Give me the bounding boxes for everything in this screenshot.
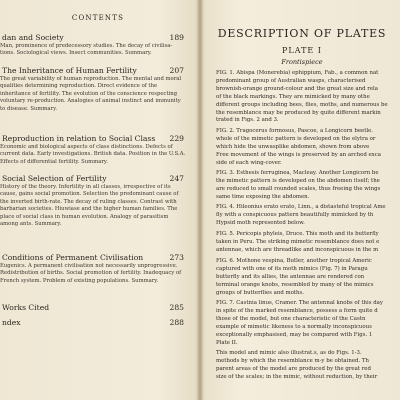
toc-title: Works Cited — [2, 303, 50, 312]
text-line: FIG. 7. Castnia linus, Cramer. The antennal knobs of this day — [216, 300, 383, 306]
text-line: FIG. 2. Tragocerus formosus, Pascoe, a Longicorn beetle. — [216, 128, 373, 134]
contents-page — [0, 0, 196, 400]
text-line: whole of the mimetic pattern is developed on the elytra or — [216, 135, 376, 142]
toc-page-number: 247 — [169, 174, 184, 183]
toc-title: Social Selection of Fertility — [2, 174, 107, 183]
text-line: groups of butterflies and moths. — [216, 289, 304, 296]
text-line: brownish-orange ground-colour and the great size and rela — [216, 85, 378, 92]
toc-summary: Eugenics. A permanent civilisation not necessarily unprogressive. Redistribution of births. Social promotion of fertility. Inadequacy of French system. Problem of existing populations. Summary. — [0, 263, 182, 284]
toc-summary: The great variability of human reproduction. The mental and moral qualities determining reproduction. Direct evidence of the inheritance of fertility. The evolution of the conscience respecting voluntary re-production. Analogies of animal instinct and immunity to disease. Summary. — [0, 76, 182, 112]
text-line: are reduced to small rounded scales, thus freeing the wings — [216, 185, 381, 192]
text-line: This model and mimic also illustrat.s, as do Figs. 1-3. — [216, 350, 362, 356]
text-line: FIG. 3. Esthesis ferruginea, Macleay. Another Longicorn be — [216, 170, 379, 176]
toc-summary: History of the theory. Infertility in all classes, irrespective of its cause, gains social promotion. Selection the predominant cause of the inverted birth-rate. The decay of ruling classes. Contrast with barbarian societies. Hiuwiase and the higher human families. The place of social class in human evolution. Analogy of parasitism among ants. Summary. — [0, 184, 179, 228]
toc-page-number: 285 — [169, 303, 184, 312]
toc-title: Reproduction in relation to Social Class — [2, 134, 156, 143]
text-line: trated in Figs. 2 and 3. — [216, 117, 279, 124]
figure-description — [216, 70, 400, 125]
text-line: the mimetic pattern is developed on the abdomen itself; the — [216, 177, 380, 184]
toc-page-number: 229 — [169, 134, 184, 143]
figure-description — [216, 350, 400, 382]
text-line: fly with a conspicuous pattern beautifully mimicked by th — [216, 211, 374, 218]
text-line: antennae, which are threadlike and inconspicuous in the m — [216, 246, 379, 253]
text-line: FIG. 5. Pericopis phyleis, Druce. This moth and its butterfly — [216, 231, 379, 237]
text-line: taken in Peru. The striking mimetic resemblance does not e — [216, 238, 380, 245]
contents-running-head: CONTENTS — [71, 14, 125, 22]
text-line: Hypsid moth represented below. — [216, 219, 305, 226]
toc-title: dan and Society — [2, 33, 64, 42]
text-line: in spite of the marked resemblance, possess a form quite d — [216, 307, 378, 314]
plate-label: PLATE I — [282, 46, 322, 55]
figure-description — [216, 170, 400, 202]
text-line: those of the model, but one characteristic of the Castn — [216, 315, 366, 322]
text-line: FIG. 6. Mothone vespina, Butler, another tropical Americ — [216, 258, 372, 264]
toc-page-number: 207 — [169, 66, 184, 75]
text-line: size of the scales; in the mimic, without reduction, by their — [216, 373, 378, 380]
toc-title: ndex — [2, 318, 21, 327]
figure-description — [216, 258, 400, 298]
text-line: which hide the unwasplike abdomen, shown from above — [216, 143, 370, 150]
text-line: FIG. 4. Hileonius erato erato, Linn., a distasteful tropical Ame — [216, 204, 386, 210]
toc-title: Conditions of Permanent Civilisation — [2, 253, 144, 262]
text-line: methods by which the resemblance m-y be obtained. Th — [216, 357, 369, 364]
figure-description — [216, 204, 400, 228]
figure-description — [216, 231, 400, 255]
plates-page — [204, 0, 400, 400]
book-gutter — [196, 0, 204, 400]
figure-description — [216, 300, 400, 347]
text-line: of the black markings. They are mimicked by many othe — [216, 93, 370, 100]
toc-summary: Economic and biological aspects of class distinctions. Defects of current data. Early investigations. British data. Position in the U.S.A. Effects of differential fertility. Summary. — [0, 144, 186, 165]
text-line: Free movement of the wings is preserved by an arched exca — [216, 151, 381, 158]
text-line: butterfly and its allies, the antennae are rendered con — [216, 273, 365, 280]
text-line: side of each wing-cover. — [216, 159, 282, 166]
text-line: parent areas of the model are produced by the great red — [216, 365, 371, 372]
plates-heading: DESCRIPTION OF PLATES — [217, 27, 387, 40]
text-line: Plate II. — [216, 339, 238, 346]
text-line: same time exposing the abdomen. — [216, 193, 310, 200]
text-line: FIG. 1. Abispa (Monerebia) ephippium, Fab., a common nat — [216, 70, 379, 76]
toc-title: The Inheritance of Human Fertility — [2, 66, 137, 75]
text-line: terminal orange knobs, resembled by many of the mimics — [216, 281, 374, 288]
text-line: predominant group of Australian wasps, characterised — [216, 77, 366, 84]
toc-page-number: 189 — [169, 33, 184, 42]
text-line: exceptionally emphasised, may be compared with Figs. 1 — [216, 331, 373, 338]
toc-page-number: 288 — [169, 318, 184, 327]
toc-summary: Man, prominence of predecessory studies. The decay of civilisa-tions. Sociological views. Insect communities. Summary. — [0, 43, 173, 57]
text-line: different groups including bees, flies, moths, and numerous be — [216, 101, 388, 108]
plate-subtitle: Frontispiece — [281, 58, 323, 66]
text-line: captured with one of its moth mimics (Fig. 7) in Paragu — [216, 265, 368, 272]
toc-page-number: 273 — [169, 253, 184, 262]
figure-description — [216, 128, 400, 168]
text-line: the resemblance may be produced by quite different markin — [216, 109, 381, 116]
text-line: example of mimetic likeness to a normally inconspicuous — [216, 323, 372, 330]
